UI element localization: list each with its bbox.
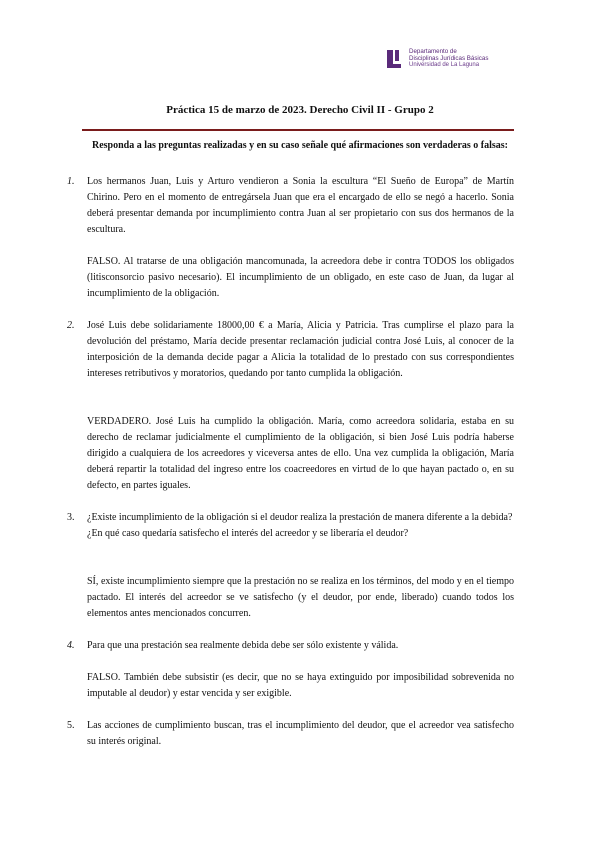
logo-line-3: Universidad de La Laguna <box>409 62 480 68</box>
question-text: Los hermanos Juan, Luis y Arturo vendieron a Sonia la escultura “El Sueño de Europa” de Martín Chirino. Pero en el momento de entregársela Juan que era el encargado de ello se negó a hacerlo. Sonia deberá presentar demanda por incumplimiento contra Juan al ser propietario con sus dos hermanos de la escultura. <box>87 176 514 235</box>
answer-1 <box>87 254 514 302</box>
logo-line-2: Disciplinas Jurídicas Básicas <box>409 55 489 62</box>
question-4 <box>87 638 514 654</box>
university-logo-icon <box>385 48 403 70</box>
question-number: 4. <box>67 640 75 651</box>
question-text: José Luis debe solidariamente 18000,00 € a María, Alicia y Patricia. Tras cumplirse el plazo para la devolución del préstamo, María decide presentar reclamación judicial contra José Luis, al conocer de la interposición de la demanda decide pagar a Alicia la totalidad de lo prestado con sus correspondientes intereses retributivos y moratorios, quedando por tanto cumplida la obligación. <box>87 320 514 379</box>
question-2 <box>87 318 514 382</box>
question-text-2: ¿En qué caso quedaría satisfecho el interés del acreedor y se liberaría el deudor? <box>87 528 409 539</box>
answer-text: VERDADERO. José Luis ha cumplido la obligación. María, como acreedora solidaria, estaba en su derecho de reclamar judicialmente el cumplimiento de la obligación, si bien José Luis podría haberse dirigido a cualquiera de los acreedores y viceversa antes de ello. Una vez cumplida la obligación, María deberá repartir la totalidad del ingreso entre los coacreedores en virtud de lo que hayan pactado o, en su defecto, en partes iguales. <box>87 416 514 491</box>
logo-text <box>409 48 549 69</box>
question-text: ¿Existe incumplimiento de la obligación si el deudor realiza la prestación de manera diferente a la debida? <box>87 512 513 523</box>
page-title: Práctica 15 de marzo de 2023. Derecho Civil II - Grupo 2 <box>166 104 434 116</box>
question-3 <box>87 510 514 542</box>
title-divider <box>82 129 514 131</box>
question-text: Para que una prestación sea realmente debida debe ser sólo existente y válida. <box>87 640 399 651</box>
department-logo <box>385 46 545 78</box>
question-1 <box>87 174 514 238</box>
answer-3 <box>87 574 514 622</box>
question-number: 2. <box>67 320 75 331</box>
logo-line-1: Departamento de <box>409 48 457 55</box>
question-number: 1. <box>67 176 75 187</box>
answer-text: FALSO. También debe subsistir (es decir, que no se haya extinguido por imposibilidad sobrevenida no imputable al deudor) y estar vencida y ser exigible. <box>87 672 514 699</box>
answer-text: SÍ, existe incumplimiento siempre que la prestación no se realiza en los términos, del modo y en el tiempo pactado. El interés del acreedor se ve satisfecho (y el deudor, por ende, liberado) cuando todos los elementos antes mencionados concurren. <box>87 576 514 619</box>
answer-text: FALSO. Al tratarse de una obligación mancomunada, la acreedora debe ir contra TODOS los obligados (litisconsorcio pasivo necesario). El incumplimiento de un obligado, en este caso de Juan, da lugar al incumplimiento de la obligación. <box>87 256 514 299</box>
question-number: 5. <box>67 720 75 731</box>
answer-4 <box>87 670 514 702</box>
instructions: Responda a las preguntas realizadas y en su caso señale qué afirmaciones son verdaderas o falsas: <box>91 140 509 151</box>
answer-2 <box>87 414 514 494</box>
question-number: 3. <box>67 512 75 523</box>
question-5 <box>87 718 514 750</box>
question-text: Las acciones de cumplimiento buscan, tras el incumplimiento del deudor, que el acreedor vea satisfecho su interés original. <box>87 720 514 747</box>
